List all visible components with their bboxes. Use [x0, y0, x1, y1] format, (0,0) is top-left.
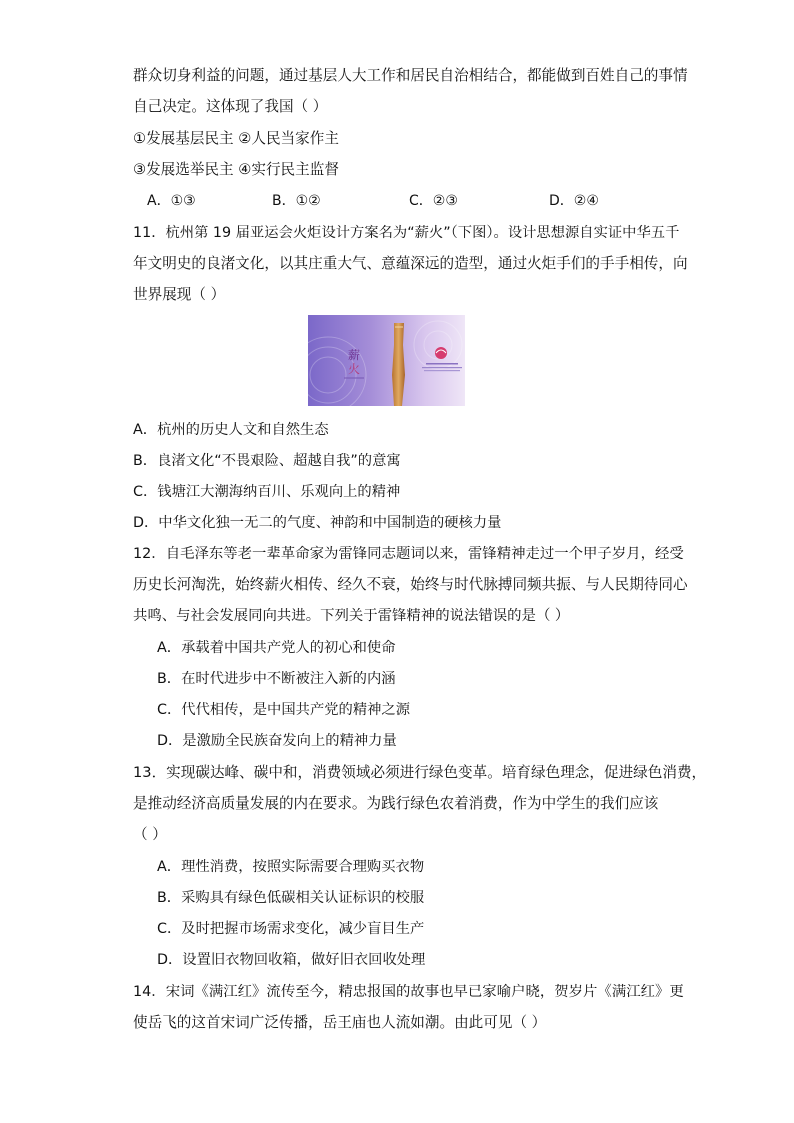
q13-stem-line-1: 13．实现碳达峰、碳中和，消费领域必须进行绿色变革。培育绿色理念，促进绿色消费， [133, 764, 707, 781]
q10-option-c[interactable]: C．②③ [409, 193, 458, 209]
q10-option-b[interactable]: B．①② [272, 193, 321, 209]
q13-option-c[interactable]: C．及时把握市场需求变化，减少盲目生产 [157, 921, 425, 937]
q12-option-c[interactable]: C．代代相传，是中国共产党的精神之源 [157, 702, 411, 718]
q13-stem-line-3: （ ） [133, 826, 167, 843]
torch-title-char-1: 薪 [348, 348, 361, 362]
q14-stem-line-2: 使岳飞的这首宋词广泛传播，岳王庙也人流如潮。由此可见（ ） [133, 1014, 547, 1031]
q12-stem-line-2: 历史长河淘洗，始终薪火相传、经久不衰，始终与时代脉搏同频共振、与人民期待同心 [133, 576, 688, 593]
q10-stem-line-1: 群众切身利益的问题，通过基层人大工作和居民自治相结合，都能做到百姓自己的事情 [133, 67, 688, 84]
q12-option-b[interactable]: B．在时代进步中不断被注入新的内涵 [157, 671, 396, 687]
q11-stem-line-3: 世界展现（ ） [133, 286, 226, 303]
q12-stem-line-3: 共鸣、与社会发展同向共进。下列关于雷锋精神的说法错误的是（ ） [133, 608, 570, 624]
q12-option-a[interactable]: A．承载着中国共产党人的初心和使命 [157, 640, 396, 656]
q10-stem-line-2: 自己决定。这体现了我国（ ） [133, 98, 328, 115]
q14-stem-line-1: 14．宋词《满江红》流传至今，精忠报国的故事也早已家喻户晓，贺岁片《满江红》更 [133, 984, 684, 1000]
q11-option-b[interactable]: B．良渚文化“不畏艰险、超越自我”的意寓 [133, 453, 401, 469]
q10-statements-row-1: ①发展基层民主 ②人民当家作主 [133, 130, 339, 147]
torch-title-char-2: 火 [348, 362, 361, 376]
q10-option-a[interactable]: A．①③ [147, 193, 196, 209]
q11-stem-line-2: 年文明史的良渚文化，以其庄重大气、意蕴深远的造型，通过火炬手们的手手相传，向 [133, 255, 688, 272]
q13-option-a[interactable]: A．理性消费，按照实际需要合理购买衣物 [157, 859, 425, 875]
torch-design-image [308, 315, 465, 406]
asian-games-emblem-icon [435, 347, 447, 359]
q13-option-b[interactable]: B．采购具有绿色低碳相关认证标识的校服 [157, 890, 425, 906]
q11-option-d[interactable]: D．中华文化独一无二的气度、神韵和中国制造的硬核力量 [133, 515, 502, 531]
q13-option-d[interactable]: D．设置旧衣物回收箱，做好旧衣回收处理 [157, 952, 426, 968]
q10-options [147, 191, 627, 211]
q11-option-a[interactable]: A．杭州的历史人文和自然生态 [133, 422, 329, 438]
q13-stem-line-2: 是推动经济高质量发展的内在要求。为践行绿色农着消费，作为中学生的我们应该 [133, 795, 659, 812]
q12-stem-line-1: 12．自毛泽东等老一辈革命家为雷锋同志题词以来，雷锋精神走过一个甲子岁月，经受 [133, 546, 684, 562]
q10-option-d[interactable]: D．②④ [549, 193, 599, 209]
q10-statements-row-2: ③发展选举民主 ④实行民主监督 [133, 161, 339, 178]
q11-option-c[interactable]: C．钱塘江大潮海纳百川、乐观向上的精神 [133, 484, 401, 500]
q11-stem-line-1: 11．杭州第 19 届亚运会火炬设计方案名为“薪火”（下图）。设计思想源自实证中华五千 [133, 225, 680, 241]
q12-option-d[interactable]: D．是激励全民族奋发向上的精神力量 [157, 733, 397, 749]
